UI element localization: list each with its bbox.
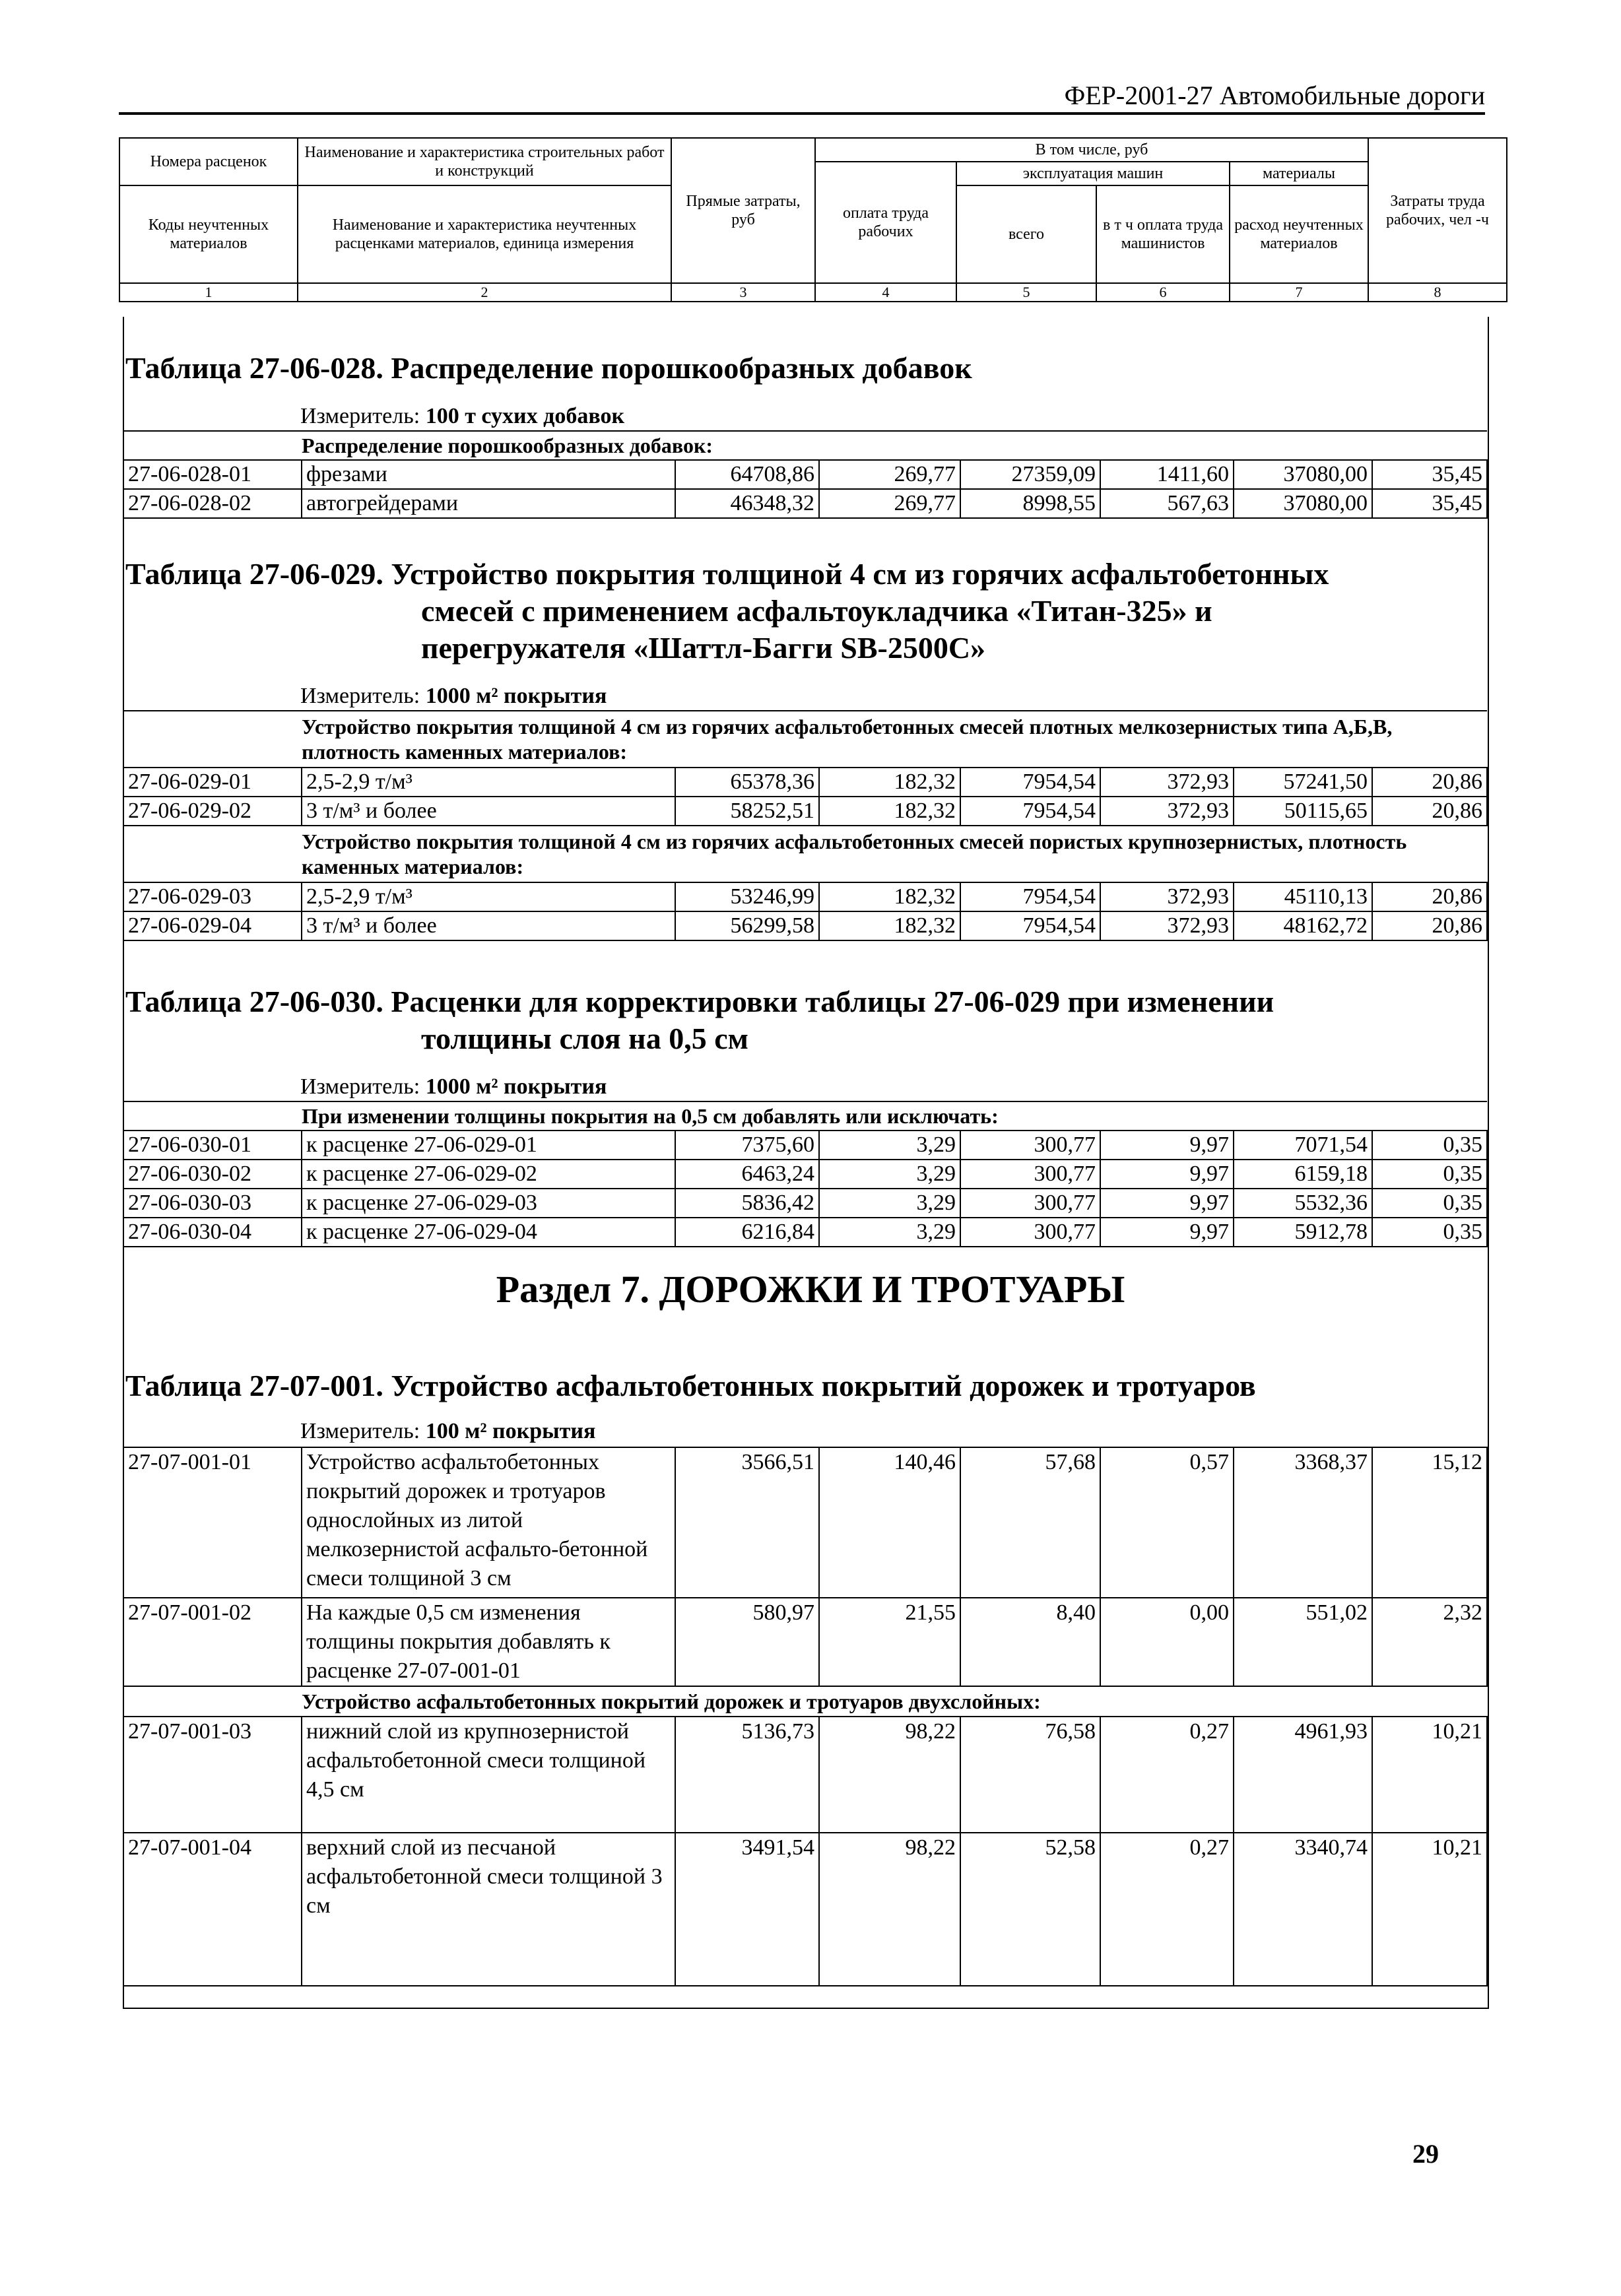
operator-pay-cell: 372,93 bbox=[1100, 768, 1234, 797]
table-title-27-07-001: Таблица 27-07-001. Устройство асфальтобетонных покрытий дорожек и тротуаров bbox=[125, 1369, 1256, 1402]
machines-total-cell: 8998,55 bbox=[960, 489, 1100, 518]
col-number: 5 bbox=[956, 283, 1096, 302]
labor-hours-cell: 20,86 bbox=[1372, 768, 1487, 797]
work-name-cell: к расценке 27-06-029-01 bbox=[302, 1131, 675, 1160]
labor-pay-cell: 182,32 bbox=[819, 768, 960, 797]
work-name-cell: верхний слой из песчаной асфальтобетонной смеси толщиной 3 см bbox=[302, 1833, 675, 1986]
labor-hours-cell: 0,35 bbox=[1372, 1160, 1487, 1189]
material-usage-cell: 48162,72 bbox=[1234, 911, 1372, 940]
labor-pay-cell: 3,29 bbox=[819, 1131, 960, 1160]
work-name-cell: к расценке 27-06-029-03 bbox=[302, 1189, 675, 1218]
labor-pay-cell: 269,77 bbox=[819, 460, 960, 489]
labor-pay-cell: 21,55 bbox=[819, 1598, 960, 1686]
operator-pay-cell: 9,97 bbox=[1100, 1131, 1234, 1160]
rate-code-cell: 27-06-029-04 bbox=[123, 911, 302, 940]
table-title-27-06-028: Таблица 27-06-028. Распределение порошкообразных добавок bbox=[125, 351, 972, 385]
col-number: 8 bbox=[1368, 283, 1507, 302]
material-usage-cell: 7071,54 bbox=[1234, 1131, 1372, 1160]
measure-label: Измеритель: bbox=[300, 404, 420, 428]
rate-code-cell: 27-06-029-02 bbox=[123, 797, 302, 826]
machines-total-cell: 7954,54 bbox=[960, 911, 1100, 940]
group-header-row bbox=[123, 1686, 1487, 1717]
labor-hours-cell: 0,35 bbox=[1372, 1218, 1487, 1247]
measure-label: Измеритель: bbox=[300, 684, 420, 708]
column-header-table bbox=[119, 137, 1507, 302]
running-header: ФЕР-2001-27 Автомобильные дороги bbox=[119, 79, 1485, 115]
table-row bbox=[123, 797, 1487, 826]
operator-pay-cell: 1411,60 bbox=[1100, 460, 1234, 489]
table-27-06-030 bbox=[123, 1101, 1488, 1247]
header-material-codes: Коды неучтенных материалов bbox=[119, 185, 298, 283]
labor-pay-cell: 140,46 bbox=[819, 1447, 960, 1598]
labor-pay-cell: 3,29 bbox=[819, 1189, 960, 1218]
header-direct-costs: Прямые затраты, руб bbox=[671, 138, 815, 283]
rate-code-cell: 27-06-028-01 bbox=[123, 460, 302, 489]
machines-total-cell: 7954,54 bbox=[960, 768, 1100, 797]
machines-total-cell: 300,77 bbox=[960, 1131, 1100, 1160]
group-header: Распределение порошкообразных добавок: bbox=[123, 431, 1487, 460]
labor-hours-cell: 0,35 bbox=[1372, 1189, 1487, 1218]
group-header-row bbox=[123, 711, 1487, 768]
rate-code-cell: 27-06-029-03 bbox=[123, 882, 302, 911]
labor-hours-cell: 20,86 bbox=[1372, 911, 1487, 940]
work-name-cell: к расценке 27-06-029-02 bbox=[302, 1160, 675, 1189]
material-usage-cell: 50115,65 bbox=[1234, 797, 1372, 826]
direct-costs-cell: 56299,58 bbox=[675, 911, 819, 940]
measure-label: Измеритель: bbox=[300, 1074, 420, 1099]
header-labor-hours: Затраты труда рабочих, чел -ч bbox=[1368, 138, 1507, 283]
material-usage-cell: 5532,36 bbox=[1234, 1189, 1372, 1218]
machines-total-cell: 76,58 bbox=[960, 1717, 1100, 1833]
direct-costs-cell: 5136,73 bbox=[675, 1717, 819, 1833]
machines-total-cell: 52,58 bbox=[960, 1833, 1100, 1986]
operator-pay-cell: 0,57 bbox=[1100, 1447, 1234, 1598]
direct-costs-cell: 3491,54 bbox=[675, 1833, 819, 1986]
table-row bbox=[123, 1598, 1487, 1686]
labor-hours-cell: 35,45 bbox=[1372, 489, 1487, 518]
work-name-cell: Устройство асфальтобетонных покрытий дорожек и тротуаров однослойных из литой мелкозернистой асфальто-бетонной смеси толщиной 3 см bbox=[302, 1447, 675, 1598]
direct-costs-cell: 7375,60 bbox=[675, 1131, 819, 1160]
measure-value: 1000 м² покрытия bbox=[425, 1074, 607, 1099]
measure-value: 1000 м² покрытия bbox=[425, 684, 607, 708]
rate-code-cell: 27-06-030-03 bbox=[123, 1189, 302, 1218]
labor-pay-cell: 182,32 bbox=[819, 911, 960, 940]
table-row bbox=[123, 911, 1487, 940]
rate-code-cell: 27-07-001-01 bbox=[123, 1447, 302, 1598]
table-row bbox=[123, 768, 1487, 797]
direct-costs-cell: 58252,51 bbox=[675, 797, 819, 826]
material-usage-cell: 37080,00 bbox=[1234, 460, 1372, 489]
rate-code-cell: 27-07-001-03 bbox=[123, 1717, 302, 1833]
operator-pay-cell: 372,93 bbox=[1100, 882, 1234, 911]
table-27-06-028 bbox=[123, 430, 1488, 519]
operator-pay-cell: 372,93 bbox=[1100, 911, 1234, 940]
operator-pay-cell: 0,27 bbox=[1100, 1833, 1234, 1986]
group-header: При изменении толщины покрытия на 0,5 см добавлять или исключать: bbox=[123, 1101, 1487, 1131]
labor-pay-cell: 3,29 bbox=[819, 1218, 960, 1247]
group-header-row bbox=[123, 1101, 1487, 1131]
material-usage-cell: 4961,93 bbox=[1234, 1717, 1372, 1833]
table-27-07-001 bbox=[123, 1447, 1488, 1986]
table-27-06-029 bbox=[123, 710, 1488, 941]
operator-pay-cell: 9,97 bbox=[1100, 1189, 1234, 1218]
header-work-name: Наименование и характеристика строительных работ и конструкций bbox=[298, 138, 671, 185]
material-usage-cell: 3368,37 bbox=[1234, 1447, 1372, 1598]
rate-code-cell: 27-06-029-01 bbox=[123, 768, 302, 797]
table-row bbox=[123, 882, 1487, 911]
group-header-row bbox=[123, 826, 1487, 882]
labor-hours-cell: 20,86 bbox=[1372, 882, 1487, 911]
header-machines-total: всего bbox=[956, 185, 1096, 283]
table-title-27-06-029: Таблица 27-06-029. Устройство покрытия толщиной 4 см из горячих асфальтобетонных bbox=[125, 557, 1329, 591]
operator-pay-cell: 9,97 bbox=[1100, 1218, 1234, 1247]
table-row bbox=[123, 1833, 1487, 1986]
operator-pay-cell: 372,93 bbox=[1100, 797, 1234, 826]
machines-total-cell: 27359,09 bbox=[960, 460, 1100, 489]
table-title-27-06-030-line2: толщины слоя на 0,5 см bbox=[421, 1022, 748, 1055]
labor-hours-cell: 0,35 bbox=[1372, 1131, 1487, 1160]
measure-27-06-030 bbox=[300, 1074, 607, 1099]
operator-pay-cell: 9,97 bbox=[1100, 1160, 1234, 1189]
labor-pay-cell: 182,32 bbox=[819, 797, 960, 826]
direct-costs-cell: 65378,36 bbox=[675, 768, 819, 797]
work-name-cell: 3 т/м³ и более bbox=[302, 797, 675, 826]
header-including: В том числе, руб bbox=[815, 138, 1368, 162]
operator-pay-cell: 0,00 bbox=[1100, 1598, 1234, 1686]
header-machines: эксплуатация машин bbox=[956, 162, 1230, 185]
labor-pay-cell: 3,29 bbox=[819, 1160, 960, 1189]
rate-code-cell: 27-07-001-04 bbox=[123, 1833, 302, 1986]
material-usage-cell: 6159,18 bbox=[1234, 1160, 1372, 1189]
work-name-cell: 3 т/м³ и более bbox=[302, 911, 675, 940]
machines-total-cell: 7954,54 bbox=[960, 797, 1100, 826]
machines-total-cell: 57,68 bbox=[960, 1447, 1100, 1598]
header-material-usage: расход неучтенных материалов bbox=[1230, 185, 1368, 283]
work-name-cell: фрезами bbox=[302, 460, 675, 489]
page-number: 29 bbox=[1412, 2139, 1439, 2169]
table-title-27-06-030: Таблица 27-06-030. Расценки для корректировки таблицы 27-06-029 при изменении bbox=[125, 985, 1274, 1018]
measure-27-06-028 bbox=[300, 404, 624, 429]
measure-27-06-029 bbox=[300, 684, 607, 709]
machines-total-cell: 300,77 bbox=[960, 1160, 1100, 1189]
labor-hours-cell: 10,21 bbox=[1372, 1717, 1487, 1833]
group-header-row bbox=[123, 431, 1487, 460]
labor-pay-cell: 98,22 bbox=[819, 1717, 960, 1833]
work-name-cell: нижний слой из крупнозернистой асфальтобетонной смеси толщиной 4,5 см bbox=[302, 1717, 675, 1833]
labor-pay-cell: 269,77 bbox=[819, 489, 960, 518]
col-number: 2 bbox=[298, 283, 671, 302]
machines-total-cell: 300,77 bbox=[960, 1189, 1100, 1218]
header-operator-pay: в т ч оплата труда машинистов bbox=[1096, 185, 1230, 283]
table-title-27-06-029-line3: перегружателя «Шаттл-Багги SB-2500C» bbox=[421, 631, 986, 665]
group-header: Устройство покрытия толщиной 4 см из горячих асфальтобетонных смесей плотных мелкозернистых типа А,Б,В, плотность каменных материалов: bbox=[123, 711, 1487, 768]
table-row bbox=[123, 489, 1487, 518]
measure-label: Измеритель: bbox=[300, 1419, 420, 1443]
work-name-cell: к расценке 27-06-029-04 bbox=[302, 1218, 675, 1247]
operator-pay-cell: 567,63 bbox=[1100, 489, 1234, 518]
operator-pay-cell: 0,27 bbox=[1100, 1717, 1234, 1833]
col-number: 1 bbox=[119, 283, 298, 302]
machines-total-cell: 7954,54 bbox=[960, 882, 1100, 911]
table-row bbox=[123, 1218, 1487, 1247]
col-number: 6 bbox=[1096, 283, 1230, 302]
table-row bbox=[123, 460, 1487, 489]
header-rate-numbers: Номера расценок bbox=[119, 138, 298, 185]
material-usage-cell: 45110,13 bbox=[1234, 882, 1372, 911]
measure-27-07-001 bbox=[300, 1419, 595, 1444]
material-usage-cell: 37080,00 bbox=[1234, 489, 1372, 518]
table-row bbox=[123, 1131, 1487, 1160]
header-material-name: Наименование и характеристика неучтенных расценками материалов, единица измерения bbox=[298, 185, 671, 283]
col-number: 7 bbox=[1230, 283, 1368, 302]
material-usage-cell: 3340,74 bbox=[1234, 1833, 1372, 1986]
col-number: 3 bbox=[671, 283, 815, 302]
work-name-cell: 2,5-2,9 т/м³ bbox=[302, 768, 675, 797]
group-header: Устройство асфальтобетонных покрытий дорожек и тротуаров двухслойных: bbox=[123, 1686, 1487, 1717]
labor-hours-cell: 10,21 bbox=[1372, 1833, 1487, 1986]
measure-value: 100 т сухих добавок bbox=[425, 404, 625, 428]
machines-total-cell: 8,40 bbox=[960, 1598, 1100, 1686]
machines-total-cell: 300,77 bbox=[960, 1218, 1100, 1247]
labor-pay-cell: 98,22 bbox=[819, 1833, 960, 1986]
work-name-cell: 2,5-2,9 т/м³ bbox=[302, 882, 675, 911]
table-row bbox=[123, 1717, 1487, 1833]
header-materials: материалы bbox=[1230, 162, 1368, 185]
direct-costs-cell: 6216,84 bbox=[675, 1218, 819, 1247]
section-title: Раздел 7. ДОРОЖКИ И ТРОТУАРЫ bbox=[496, 1268, 1125, 1311]
direct-costs-cell: 5836,42 bbox=[675, 1189, 819, 1218]
direct-costs-cell: 64708,86 bbox=[675, 460, 819, 489]
rate-code-cell: 27-06-028-02 bbox=[123, 489, 302, 518]
rate-code-cell: 27-07-001-02 bbox=[123, 1598, 302, 1686]
direct-costs-cell: 46348,32 bbox=[675, 489, 819, 518]
table-row bbox=[123, 1189, 1487, 1218]
labor-hours-cell: 15,12 bbox=[1372, 1447, 1487, 1598]
table-title-27-06-029-line2: смесей с применением асфальтоукладчика «Титан-325» и bbox=[421, 594, 1212, 628]
rate-code-cell: 27-06-030-04 bbox=[123, 1218, 302, 1247]
labor-hours-cell: 35,45 bbox=[1372, 460, 1487, 489]
work-name-cell: автогрейдерами bbox=[302, 489, 675, 518]
rate-code-cell: 27-06-030-01 bbox=[123, 1131, 302, 1160]
rate-code-cell: 27-06-030-02 bbox=[123, 1160, 302, 1189]
labor-hours-cell: 2,32 bbox=[1372, 1598, 1487, 1686]
work-name-cell: На каждые 0,5 см изменения толщины покрытия добавлять к расценке 27-07-001-01 bbox=[302, 1598, 675, 1686]
direct-costs-cell: 580,97 bbox=[675, 1598, 819, 1686]
direct-costs-cell: 6463,24 bbox=[675, 1160, 819, 1189]
material-usage-cell: 551,02 bbox=[1234, 1598, 1372, 1686]
labor-pay-cell: 182,32 bbox=[819, 882, 960, 911]
measure-value: 100 м² покрытия bbox=[425, 1419, 596, 1443]
material-usage-cell: 57241,50 bbox=[1234, 768, 1372, 797]
table-row bbox=[123, 1447, 1487, 1598]
direct-costs-cell: 53246,99 bbox=[675, 882, 819, 911]
table-row bbox=[123, 1160, 1487, 1189]
header-labor-pay: оплата труда рабочих bbox=[815, 162, 956, 283]
direct-costs-cell: 3566,51 bbox=[675, 1447, 819, 1598]
col-number: 4 bbox=[815, 283, 956, 302]
material-usage-cell: 5912,78 bbox=[1234, 1218, 1372, 1247]
group-header: Устройство покрытия толщиной 4 см из горячих асфальтобетонных смесей пористых крупнозернистых, плотность каменных материалов: bbox=[123, 826, 1487, 882]
labor-hours-cell: 20,86 bbox=[1372, 797, 1487, 826]
